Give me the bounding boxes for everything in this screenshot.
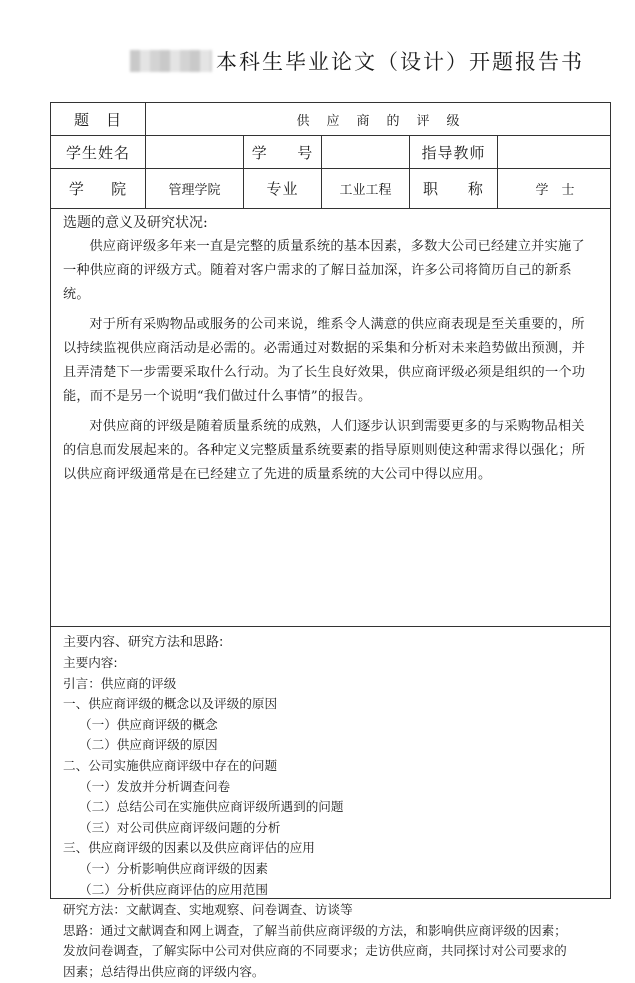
advisor-label: 指导教师 — [410, 136, 498, 168]
content-line: （一）发放并分析调查问卷 — [79, 778, 231, 794]
document-title: 本科生毕业论文（设计）开题报告书 — [216, 50, 584, 74]
college-label: 学 院 — [51, 169, 146, 208]
content-list — [51, 653, 610, 983]
content-line: 研究方法：文献调查、实地观察、问卷调查、访谈等 — [63, 902, 353, 918]
college-value: 管理学院 — [146, 169, 244, 208]
content-section — [51, 627, 610, 979]
content-line: 三、供应商评级的因素以及供应商评估的应用 — [63, 840, 315, 856]
content-heading: 主要内容、研究方法和思路: — [63, 635, 224, 650]
significance-paragraph: 对于所有采购物品或服务的公司来说，维系令人满意的供应商表现是至关重要的，所以持续监视供应商活动是必需的。必需通过对数据的采集和分析对未来趋势做出预测，并且弄清楚下一步需要采取什么行动。为了长生良好效果，供应商评级必须是组织的一个功能，而不是另一个说明“我们做过什么事情”的报告。 — [63, 317, 586, 404]
content-line: （二）总结公司在实施供应商评级所遇到的问题 — [79, 799, 344, 815]
advisor-value — [498, 136, 612, 168]
content-line: 主要内容: — [63, 655, 118, 670]
major-label: 专业 — [244, 169, 322, 208]
rank-label: 职 称 — [410, 169, 498, 208]
major-value: 工业工程 — [322, 169, 410, 208]
student-row — [51, 136, 610, 169]
significance-paragraph: 供应商评级多年来一直是完整的质量系统的基本因素，多数大公司已经建立并实施了一种供应商的评级方式。随着对客户需求的了解日益加深，许多公司将简历自己的新系统。 — [63, 239, 585, 302]
content-line: （一）分析影响供应商评级的因素 — [79, 860, 268, 876]
student-name-value — [146, 136, 244, 168]
student-name-label: 学生姓名 — [51, 136, 146, 168]
content-line: 一、供应商评级的概念以及评级的原因 — [63, 696, 278, 712]
college-row — [51, 169, 610, 209]
content-line: （二）供应商评级的原因 — [79, 737, 218, 753]
content-line: 引言：供应商的评级 — [63, 675, 177, 691]
content-line: 发放问卷调查，了解实际中公司对供应商的不同要求；走访供应商，共同探讨对公司要求的 — [63, 943, 567, 959]
significance-section — [51, 209, 610, 627]
topic-row — [51, 103, 610, 136]
content-line: （二）分析供应商评估的应用范围 — [79, 881, 268, 897]
significance-paragraph: 对供应商的评级是随着质量系统的成熟，人们逐步认识到需要更多的与采购物品相关的信息而发展起来的。各种定义完整质量系统要素的指导原则则使这种需求得以强化；所以供应商评级通常是在已经建立了先进的质量系统的大公司中得以应用。 — [63, 419, 586, 482]
content-line: 思路：通过文献调查和网上调查，了解当前供应商评级的方法，和影响供应商评级的因素； — [63, 922, 567, 938]
topic-label: 题 目 — [51, 103, 146, 135]
significance-heading: 选题的意义及研究状况: — [63, 215, 208, 231]
content-line: 因素；总结得出供应商的评级内容。 — [63, 963, 265, 979]
student-id-label: 学 号 — [244, 136, 322, 168]
content-line: 二、公司实施供应商评级中存在的问题 — [63, 757, 278, 773]
redacted-school-name — [130, 50, 212, 72]
topic-value: 供 应 商 的 评 级 — [296, 113, 462, 129]
document-header — [130, 46, 584, 76]
proposal-form — [50, 102, 611, 979]
rank-value: 学 士 — [535, 183, 575, 198]
student-id-value — [322, 136, 410, 168]
content-line: （三）对公司供应商评级问题的分析 — [79, 819, 281, 835]
content-line: （一）供应商评级的概念 — [79, 716, 218, 732]
